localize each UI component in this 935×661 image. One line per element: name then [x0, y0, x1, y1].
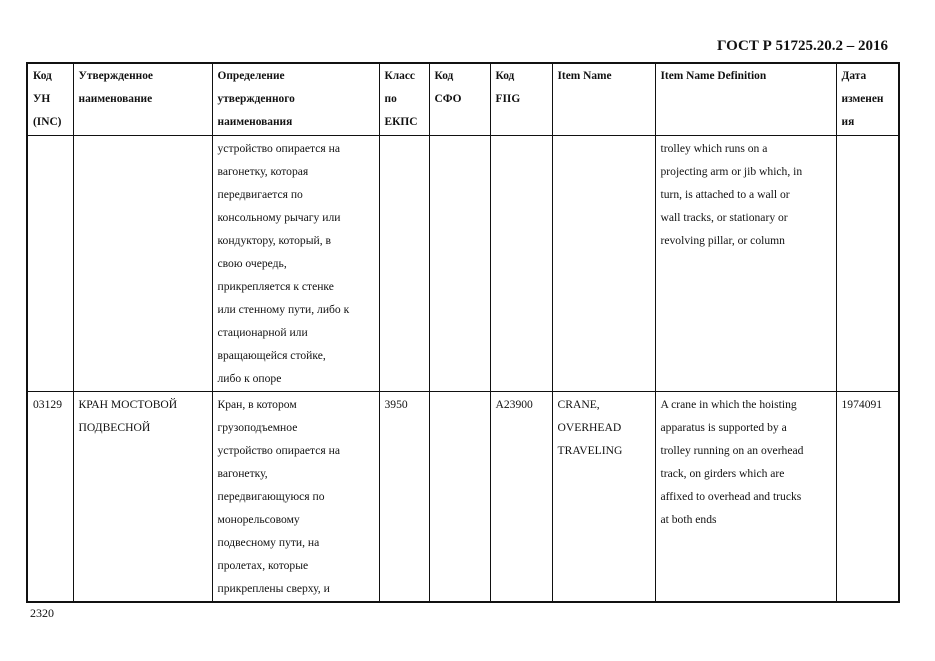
cell-change-date: 1974091: [836, 392, 899, 603]
table-row: [27, 136, 899, 392]
cell-definition: Кран, в котором грузоподъемное устройство опирается на вагонетку, передвигающуюся по монорельсовому подвесному пути, на пролетах, которые прикреплены сверху, и: [212, 392, 379, 603]
cell-fiig-code: [490, 136, 552, 392]
cell-item-definition: A crane in which the hoisting apparatus is supported by a trolley running on an overhead track, on girders which are affixed to overhead and trucks at both ends: [655, 392, 836, 603]
page-number: 2320: [30, 606, 54, 620]
column-header-definition: Определение утвержденного наименования: [212, 63, 379, 136]
table-header-row: [27, 63, 899, 136]
cell-item-definition: trolley which runs on a projecting arm or jib which, in turn, is attached to a wall or wall tracks, or stationary or revolving pillar, or column: [655, 136, 836, 392]
column-header-item-name: Item Name: [552, 63, 655, 136]
cell-item-name: CRANE, OVERHEAD TRAVELING: [552, 392, 655, 603]
cell-approved-name: КРАН МОСТОВОЙ ПОДВЕСНОЙ: [73, 392, 212, 603]
column-header-ekps-class: Класс по ЕКПС: [379, 63, 429, 136]
cell-inc: 03129: [27, 392, 73, 603]
column-header-inc: Код УН (INC): [27, 63, 73, 136]
cell-item-name: [552, 136, 655, 392]
column-header-item-definition: Item Name Definition: [655, 63, 836, 136]
document-header: ГОСТ Р 51725.20.2 – 2016: [716, 38, 888, 54]
column-header-sfo-code: Код СФО: [429, 63, 490, 136]
column-header-change-date: Дата изменен ия: [836, 63, 899, 136]
cell-sfo-code: [429, 136, 490, 392]
table-row: [27, 392, 899, 603]
cell-fiig-code: A23900: [490, 392, 552, 603]
cell-sfo-code: [429, 392, 490, 603]
catalog-table: [26, 62, 900, 603]
column-header-fiig-code: Код FIIG: [490, 63, 552, 136]
cell-ekps-class: [379, 136, 429, 392]
cell-inc: [27, 136, 73, 392]
cell-approved-name: [73, 136, 212, 392]
cell-change-date: [836, 136, 899, 392]
cell-ekps-class: 3950: [379, 392, 429, 603]
cell-definition: устройство опирается на вагонетку, которая передвигается по консольному рычагу или кондуктору, который, в свою очередь, прикрепляется к стенке или стенному пути, либо к стационарной или вращающейся стойке, либо к опоре: [212, 136, 379, 392]
column-header-approved-name: Утвержденное наименование: [73, 63, 212, 136]
